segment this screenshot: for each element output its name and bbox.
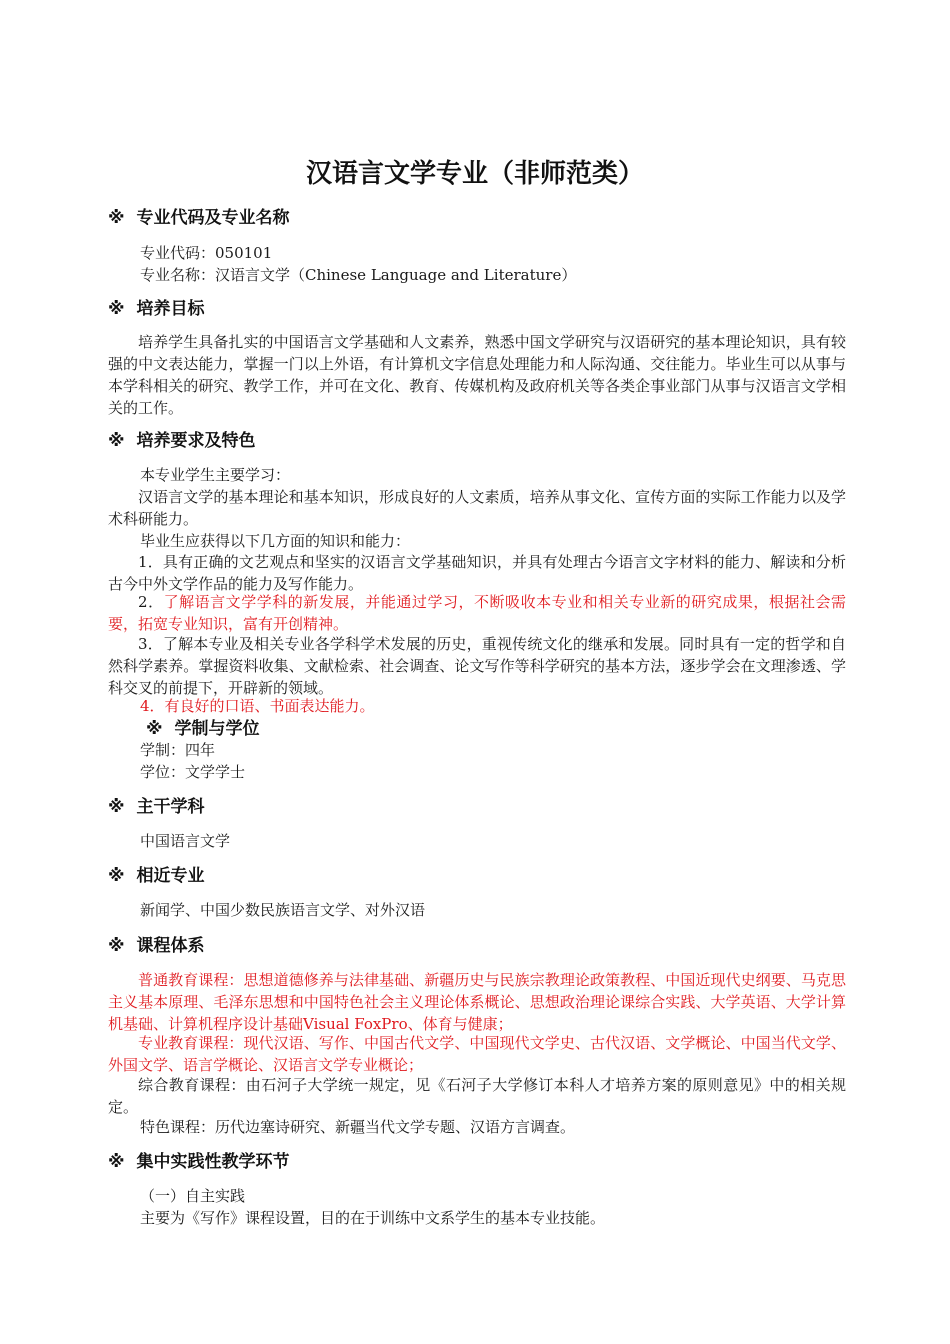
section-heading-curriculum: ※ 课程体系 bbox=[108, 936, 205, 956]
practice-subheading: （一）自主实践 bbox=[140, 1187, 246, 1205]
reference-mark-icon: ※ bbox=[146, 719, 163, 739]
main-discipline-text: 中国语言文学 bbox=[140, 832, 231, 850]
requirements-intro: 本专业学生主要学习： bbox=[140, 466, 291, 484]
page-title: 汉语言文学专业（非师范类） bbox=[305, 159, 644, 189]
featured-courses: 特色课程：历代边塞诗研究、新疆当代文学专题、汉语方言调查。 bbox=[140, 1118, 576, 1136]
reference-mark-icon: ※ bbox=[108, 208, 125, 228]
reference-mark-icon: ※ bbox=[108, 936, 125, 956]
ability-item-1: 1．具有正确的文艺观点和坚实的汉语言文学基础知识，并具有处理古今语言文字材料的能力、解读和分析古今中外文学作品的能力及写作能力。 bbox=[108, 553, 846, 593]
major-education-courses: 专业教育课程：现代汉语、写作、中国古代文学、中国现代文学史、古代汉语、文学概论、中国当代文学、外国文学、语言学概论、汉语言文学专业概论； bbox=[108, 1034, 846, 1074]
requirements-paragraph: 汉语言文学的基本理论和基本知识，形成良好的人文素质，培养从事文化、宣传方面的实际工作能力以及学术科研能力。 bbox=[108, 488, 846, 528]
ability-item-3: 3．了解本专业及相关专业各学科学术发展的历史，重视传统文化的继承和发展。同时具有一定的哲学和自然科学素养。掌握资料收集、文献检索、社会调查、论文写作等科学研究的基本方法，逐步学会在文理渗透、学科交叉的前提下，开辟新的领域。 bbox=[108, 635, 846, 697]
section-heading-main-discipline: ※ 主干学科 bbox=[108, 797, 205, 817]
section-heading-objective: ※ 培养目标 bbox=[108, 299, 205, 319]
comprehensive-education-courses: 综合教育课程：由石河子大学统一规定，见《石河子大学修订本科人才培养方案的原则意见》中的相关规定。 bbox=[108, 1076, 846, 1116]
practice-description: 主要为《写作》课程设置，目的在于训练中文系学生的基本专业技能。 bbox=[140, 1209, 606, 1227]
degree-text: 学位：文学学士 bbox=[140, 763, 246, 781]
reference-mark-icon: ※ bbox=[108, 797, 125, 817]
section-heading-degree: ※ 学制与学位 bbox=[146, 719, 260, 739]
section-heading-practice: ※ 集中实践性教学环节 bbox=[108, 1152, 290, 1172]
objective-paragraph: 培养学生具备扎实的中国语言文学基础和人文素养，熟悉中国文学研究与汉语研究的基本理论知识，具有较强的中文表达能力，掌握一门以上外语，有计算机文字信息处理能力和人际沟通、交往能力。毕业生可以从事与本学科相关的研究、教学工作，并可在文化、教育、传媒机构及政府机关等各类企事业部门从事与汉语言文学相关的工作。 bbox=[108, 333, 846, 417]
reference-mark-icon: ※ bbox=[108, 866, 125, 886]
general-education-courses: 普通教育课程：思想道德修养与法律基础、新疆历史与民族宗教理论政策教程、中国近现代史纲要、马克思主义基本原理、毛泽东思想和中国特色社会主义理论体系概论、思想政治理论课综合实践、大学英语、大学计算机基础、计算机程序设计基础Visual FoxPro、体育与健康； bbox=[108, 971, 846, 1033]
section-heading-major-code: ※ 专业代码及专业名称 bbox=[108, 208, 290, 228]
section-heading-requirements: ※ 培养要求及特色 bbox=[108, 431, 256, 451]
abilities-intro: 毕业生应获得以下几方面的知识和能力： bbox=[140, 532, 411, 550]
major-name-text: 专业名称：汉语言文学（Chinese Language and Literature） bbox=[140, 266, 577, 284]
reference-mark-icon: ※ bbox=[108, 1152, 125, 1172]
ability-item-4: 4．有良好的口语、书面表达能力。 bbox=[140, 697, 375, 715]
ability-item-2: 2．了解语言文学学科的新发展，并能通过学习，不断吸收本专业和相关专业新的研究成果，根据社会需要，拓宽专业知识，富有开创精神。 bbox=[108, 593, 846, 633]
reference-mark-icon: ※ bbox=[108, 299, 125, 319]
reference-mark-icon: ※ bbox=[108, 431, 125, 451]
section-heading-related-majors: ※ 相近专业 bbox=[108, 866, 205, 886]
related-majors-text: 新闻学、中国少数民族语言文学、对外汉语 bbox=[140, 901, 426, 919]
major-code-text: 专业代码：050101 bbox=[140, 244, 273, 262]
duration-text: 学制：四年 bbox=[140, 741, 216, 759]
